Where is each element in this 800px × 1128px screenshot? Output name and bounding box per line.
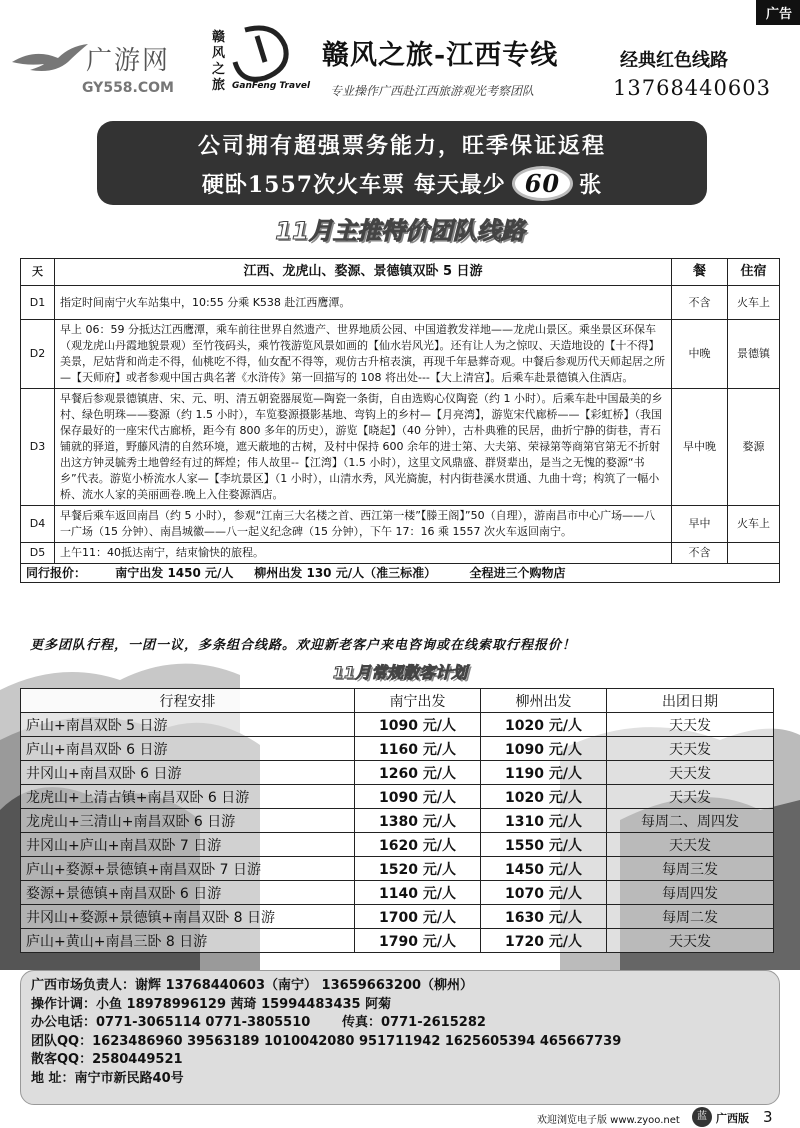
site-url: GY558.COM: [82, 80, 174, 96]
banner-number-burst: 60: [512, 166, 573, 201]
banner-line1: 公司拥有超强票务能力，旺季保证返程: [197, 133, 606, 159]
price-col-route: 行程安排: [21, 689, 355, 713]
day-desc: 早餐后乘车返回南昌（约 5 小时），参观“江南三大名楼之首、西江第一楼”【滕王阁】”50（自理），游南昌市中心广场——八一广场（15 分钟）、南昌城徽——八一起义纪念碑（15 分钟），下午 17：16 乘 1557 次火车返回南宁。: [55, 506, 672, 543]
price-nanning-cell: 1380 元/人: [355, 809, 481, 833]
price-liuzhou-cell: 1450 元/人: [481, 857, 607, 881]
departure-cell: 天天发: [607, 713, 774, 737]
crane-logo-icon: [10, 40, 90, 80]
footer: [0, 1106, 800, 1128]
price-nanning-cell: 1090 元/人: [355, 785, 481, 809]
day-hotel: 婺源: [728, 389, 780, 506]
departure-cell: 每周三发: [607, 857, 774, 881]
table-row: [21, 785, 774, 809]
banner-line2-pre: 硬卧1557次火车票 每天最少: [201, 172, 506, 198]
price-liuzhou-cell: 1020 元/人: [481, 713, 607, 737]
day-label: D4: [21, 506, 55, 543]
table-row: [21, 761, 774, 785]
departure-cell: 每周二、周四发: [607, 809, 774, 833]
itinerary-header-row: [21, 259, 780, 286]
departure-cell: 每周二发: [607, 905, 774, 929]
itinerary-table: [20, 258, 780, 583]
section1-title: 11月主推特价团队线路: [275, 217, 525, 245]
title-right: 经典红色线路: [620, 50, 728, 71]
contact-office: 办公电话：0771-3065114 0771-3805510 传真：0771-2615282: [31, 1015, 486, 1030]
quote-row: [21, 564, 780, 583]
day-meal: 不含: [672, 543, 728, 564]
price-nanning-cell: 1090 元/人: [355, 713, 481, 737]
quote-label: 同行报价：: [26, 566, 87, 580]
price-header-row: [21, 689, 774, 713]
quote-note: 全程进三个购物店: [469, 566, 566, 580]
price-table: [20, 688, 774, 953]
price-liuzhou-cell: 1020 元/人: [481, 785, 607, 809]
price-nanning-cell: 1140 元/人: [355, 881, 481, 905]
price-col-date: 出团日期: [607, 689, 774, 713]
col-meal: 餐: [672, 259, 728, 286]
page-number: 3: [763, 1108, 773, 1126]
route-cell: 庐山+南昌双卧 5 日游: [21, 713, 355, 737]
day-label: D1: [21, 286, 55, 320]
contact-operators: 操作计调：小鱼 18978996129 茜琦 15994483435 阿菊: [31, 996, 392, 1012]
page-title: 赣风之旅-江西专线: [322, 40, 559, 71]
day-label: D3: [21, 389, 55, 506]
price-nanning-cell: 1700 元/人: [355, 905, 481, 929]
table-row: [21, 737, 774, 761]
contact-manager: 广西市场负责人：谢辉 13768440603（南宁） 13659663200（柳州）: [31, 978, 474, 993]
quote-liuzhou: 柳州出发 130 元/人（准三标准）: [254, 566, 437, 580]
edition-badge-icon: 蓝: [692, 1107, 712, 1127]
price-nanning-cell: 1620 元/人: [355, 833, 481, 857]
price-liuzhou-cell: 1550 元/人: [481, 833, 607, 857]
departure-cell: 天天发: [607, 737, 774, 761]
brand-en: GanFeng Travel: [232, 81, 311, 91]
more-info-text: 更多团队行程，一团一议，多条组合线路。欢迎新老客户来电咨询或在线索取行程报价！: [30, 638, 577, 653]
header: [0, 0, 800, 112]
header-phone: 13768440603: [613, 76, 771, 100]
price-liuzhou-cell: 1090 元/人: [481, 737, 607, 761]
day-label: D2: [21, 320, 55, 389]
table-row: [21, 286, 780, 320]
route-cell: 龙虎山+上清古镇+南昌双卧 6 日游: [21, 785, 355, 809]
table-row: [21, 881, 774, 905]
day-meal: 不含: [672, 286, 728, 320]
col-title: 江西、龙虎山、婺源、景德镇双卧 5 日游: [55, 259, 672, 286]
route-cell: 庐山+黄山+南昌三卧 8 日游: [21, 929, 355, 953]
price-liuzhou-cell: 1310 元/人: [481, 809, 607, 833]
contact-box: [20, 970, 780, 1105]
price-nanning-cell: 1520 元/人: [355, 857, 481, 881]
day-desc: 早上 06：59 分抵达江西鹰潭，乘车前往世界自然遗产、世界地质公园、中国道教发祥地——龙虎山景区。乘坐景区环保车（观龙虎山丹霞地貌景观）至竹筏码头，乘竹筏游览风景如画的【仙水岩风光】。还有让人为之惊叹、天造地设的【十不得】美景，尼姑背和尚走不得，仙桃吃不得，仙女配不得等，观仿古升棺表演，再现千年悬葬奇观。中餐后参观历代天师起居之所—【天师府】或者参观中国古典名著《水浒传》第一回描写的 108 将出处---【大上清宫】。后乘车赴景德镇入住酒店。: [55, 320, 672, 389]
section2-title: 11月常规散客计划: [332, 663, 468, 682]
day-meal: 早中晚: [672, 389, 728, 506]
table-row: [21, 713, 774, 737]
route-cell: 婺源+景德镇+南昌双卧 6 日游: [21, 881, 355, 905]
price-nanning-cell: 1260 元/人: [355, 761, 481, 785]
departure-cell: 天天发: [607, 929, 774, 953]
day-meal: 早中: [672, 506, 728, 543]
col-day: 天: [21, 259, 55, 286]
day-meal: 中晚: [672, 320, 728, 389]
brand-cn: 赣风之旅: [212, 30, 226, 93]
price-nanning-cell: 1160 元/人: [355, 737, 481, 761]
route-cell: 庐山+南昌双卧 6 日游: [21, 737, 355, 761]
departure-cell: 天天发: [607, 785, 774, 809]
table-row: [21, 857, 774, 881]
day-desc: 早餐后参观景德镇唐、宋、元、明、清五朝瓷器展览—陶瓷一条街，自由选购心仪陶瓷（约 1 小时）。后乘车赴中国最美的乡村、绿色明珠——婺源（约 1.5 小时），车览婺源摄影基地、弯钩上的乡村—【月亮湾】，游览宋代廊桥——【彩虹桥】（我国保存最好的一座宋代古廊桥，距今有 800 多年的历史），游览【晓起】（40 分钟），古朴典雅的民居，曲折宁静的街巷，青石铺就的驿道，野藤风清的自然环境，遮天蔽地的古树，及村中保持 600 余年的进士第、大夫第、荣禄第等商第官第无不折射出这方钟灵毓秀土地曾经有过的辉煌；伟人故里--【江湾】（1.5 小时），这里文风鼎盛、群贤辈出，是当之无愧的婺源“书乡”代表。游览小桥流水人家—【李坑景区】（1 小时），山清水秀，风光旖旎，村内街巷溪水贯通、九曲十弯；构筑了一幅小桥、流水人家的美丽画卷.晚上入住婺源酒店。: [55, 389, 672, 506]
table-row: [21, 506, 780, 543]
day-hotel: [728, 543, 780, 564]
contact-group-qq: 团队QQ：1623486960 39563189 1010042080 951711942 1625605394 465667739: [31, 1033, 622, 1049]
price-liuzhou-cell: 1070 元/人: [481, 881, 607, 905]
table-row: [21, 905, 774, 929]
col-hotel: 住宿: [728, 259, 780, 286]
price-col-liuzhou: 柳州出发: [481, 689, 607, 713]
price-liuzhou-cell: 1190 元/人: [481, 761, 607, 785]
table-row: [21, 320, 780, 389]
route-cell: 井冈山+南昌双卧 6 日游: [21, 761, 355, 785]
price-col-nanning: 南宁出发: [355, 689, 481, 713]
banner-line2: [97, 166, 707, 201]
price-liuzhou-cell: 1630 元/人: [481, 905, 607, 929]
day-hotel: 景德镇: [728, 320, 780, 389]
quote-cell: [21, 564, 780, 583]
day-hotel: 火车上: [728, 286, 780, 320]
header-subtitle: 专业操作广西赴江西旅游观光考察团队: [330, 84, 535, 98]
table-row: [21, 543, 780, 564]
table-row: [21, 389, 780, 506]
contact-address: 地 址：南宁市新民路40号: [31, 1070, 184, 1086]
price-liuzhou-cell: 1720 元/人: [481, 929, 607, 953]
contact-fax: 传真：0771-2615282: [342, 1015, 486, 1030]
day-hotel: 火车上: [728, 506, 780, 543]
route-cell: 龙虎山+三清山+南昌双卧 6 日游: [21, 809, 355, 833]
table-row: [21, 833, 774, 857]
edition-label: 广西版: [716, 1112, 749, 1125]
route-cell: 井冈山+庐山+南昌双卧 7 日游: [21, 833, 355, 857]
route-cell: 井冈山+婺源+景德镇+南昌双卧 8 日游: [21, 905, 355, 929]
departure-cell: 每周四发: [607, 881, 774, 905]
day-label: D5: [21, 543, 55, 564]
site-name: 广游网: [86, 46, 171, 76]
quote-nanning: 南宁出发 1450 元/人: [115, 566, 234, 580]
table-row: [21, 929, 774, 953]
footer-text: 欢迎浏览电子版 www.zyoo.net: [537, 1115, 680, 1126]
day-desc: 上午11：40抵达南宁，结束愉快的旅程。: [55, 543, 672, 564]
day-desc: 指定时间南宁火车站集中，10:55 分乘 K538 赴江西鹰潭。: [55, 286, 672, 320]
price-nanning-cell: 1790 元/人: [355, 929, 481, 953]
departure-cell: 天天发: [607, 761, 774, 785]
ticket-banner: [97, 121, 707, 205]
table-row: [21, 809, 774, 833]
banner-line2-post: 张: [579, 172, 603, 198]
departure-cell: 天天发: [607, 833, 774, 857]
contact-individual-qq: 散客QQ：2580449521: [31, 1052, 183, 1067]
ad-tag: 广告: [756, 0, 800, 25]
route-cell: 庐山+婺源+景德镇+南昌双卧 7 日游: [21, 857, 355, 881]
